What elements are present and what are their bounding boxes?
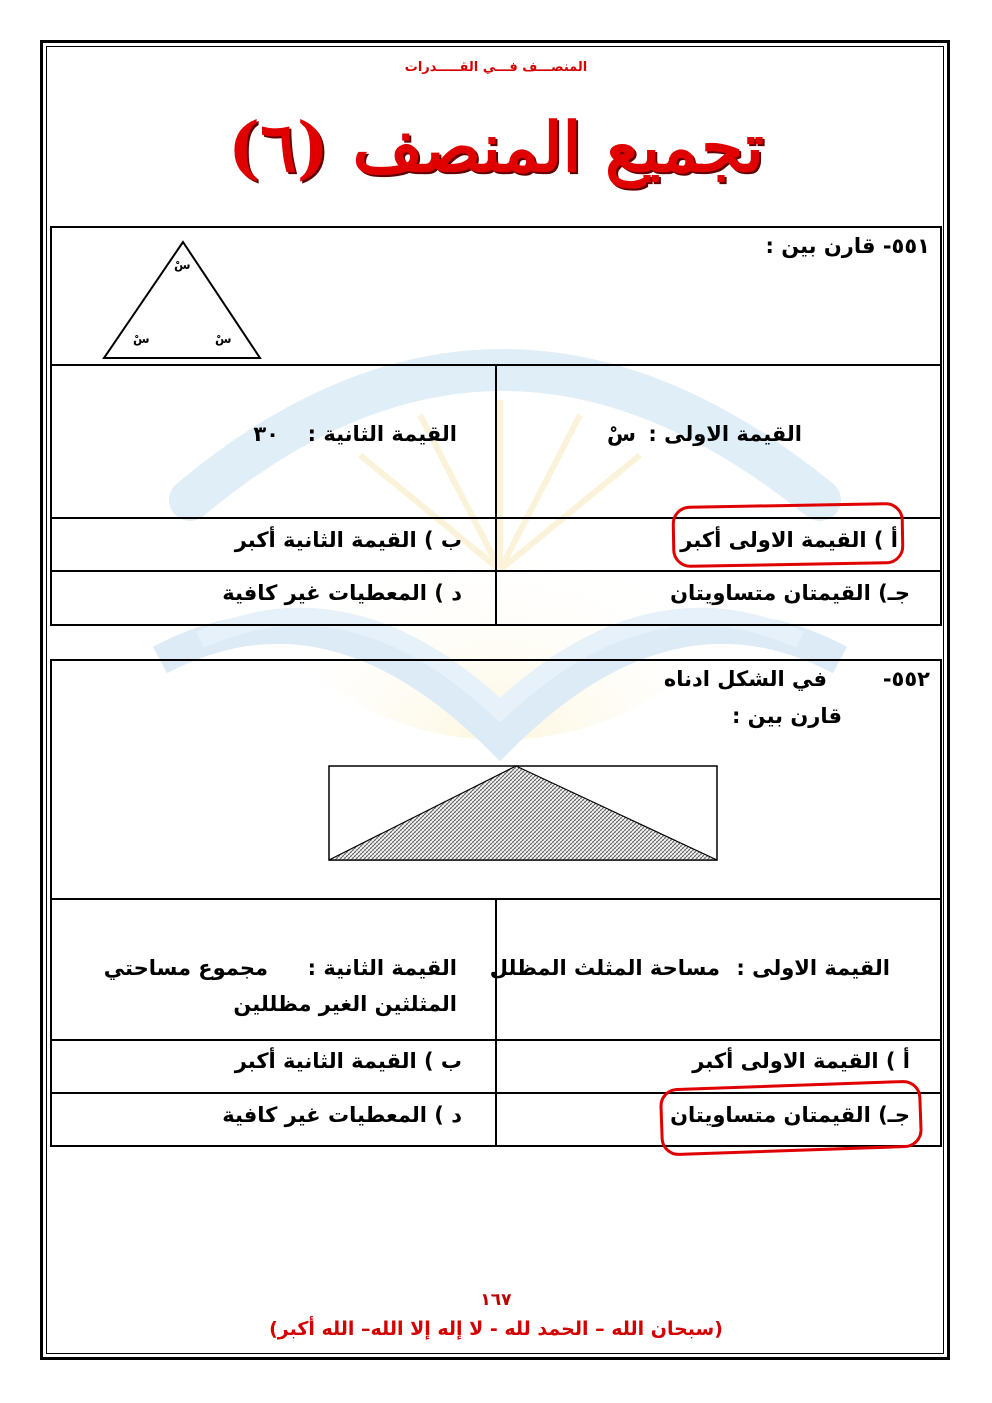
q551-option-d[interactable]: د ) المعطيات غير كافية [222, 581, 462, 605]
q552-number: ٥٥٢- [882, 667, 930, 691]
triangle-label-right: سْ [215, 332, 232, 346]
q551-first-value-label: القيمة الاولى : [648, 422, 802, 446]
footer-dhikr-text: (سبحان الله – الحمد لله - لا إله إلا الله– الله أكبر) [269, 1318, 723, 1340]
q552-option-d[interactable]: د ) المعطيات غير كافية [222, 1103, 462, 1127]
q552-second-value-line2: المثلثين الغير مظللين [233, 992, 457, 1016]
q551-triangle-figure [100, 238, 266, 364]
triangle-label-left: سْ [133, 332, 150, 346]
q552-prompt-line1: في الشكل ادناه [663, 667, 827, 691]
q552-option-c[interactable]: جـ) القيمتان متساويتان [670, 1103, 910, 1127]
main-title: تجميع المنصف (٦) [228, 108, 764, 188]
q552-selected-answer-mark [659, 1079, 923, 1156]
q551-selected-answer-mark [671, 502, 904, 568]
q552-col-divider [495, 898, 497, 1147]
q552-first-value-label: القيمة الاولى : [736, 956, 890, 980]
q551-prompt: ٥٥١- قارن بين : [765, 234, 930, 258]
q552-option-b[interactable]: ب ) القيمة الثانية أكبر [234, 1049, 462, 1073]
q551-option-a[interactable]: أ ) القيمة الاولى أكبر [680, 528, 898, 552]
q552-rectangle-figure [327, 764, 719, 862]
q552-second-value-label: القيمة الثانية : [307, 956, 457, 980]
q552-prompt-line2: قارن بين : [731, 704, 842, 728]
header-small-title: المنصـــف فـــي القـــــدرات [404, 60, 588, 75]
q551-col-divider [495, 364, 497, 626]
q552-second-value-line1: مجموع مساحتي [103, 956, 268, 980]
q551-second-value: ٣٠ [253, 422, 279, 446]
page-number: ١٦٧ [480, 1290, 512, 1310]
q551-option-b[interactable]: ب ) القيمة الثانية أكبر [234, 528, 462, 552]
triangle-label-top: سْ [174, 258, 191, 272]
q552-option-a[interactable]: أ ) القيمة الاولى أكبر [692, 1049, 910, 1073]
q551-second-value-label: القيمة الثانية : [307, 422, 457, 446]
q552-first-value: مساحة المثلث المظلل [489, 956, 720, 980]
q551-first-value: سْ [607, 422, 636, 446]
q551-option-c[interactable]: جـ) القيمتان متساويتان [670, 581, 910, 605]
